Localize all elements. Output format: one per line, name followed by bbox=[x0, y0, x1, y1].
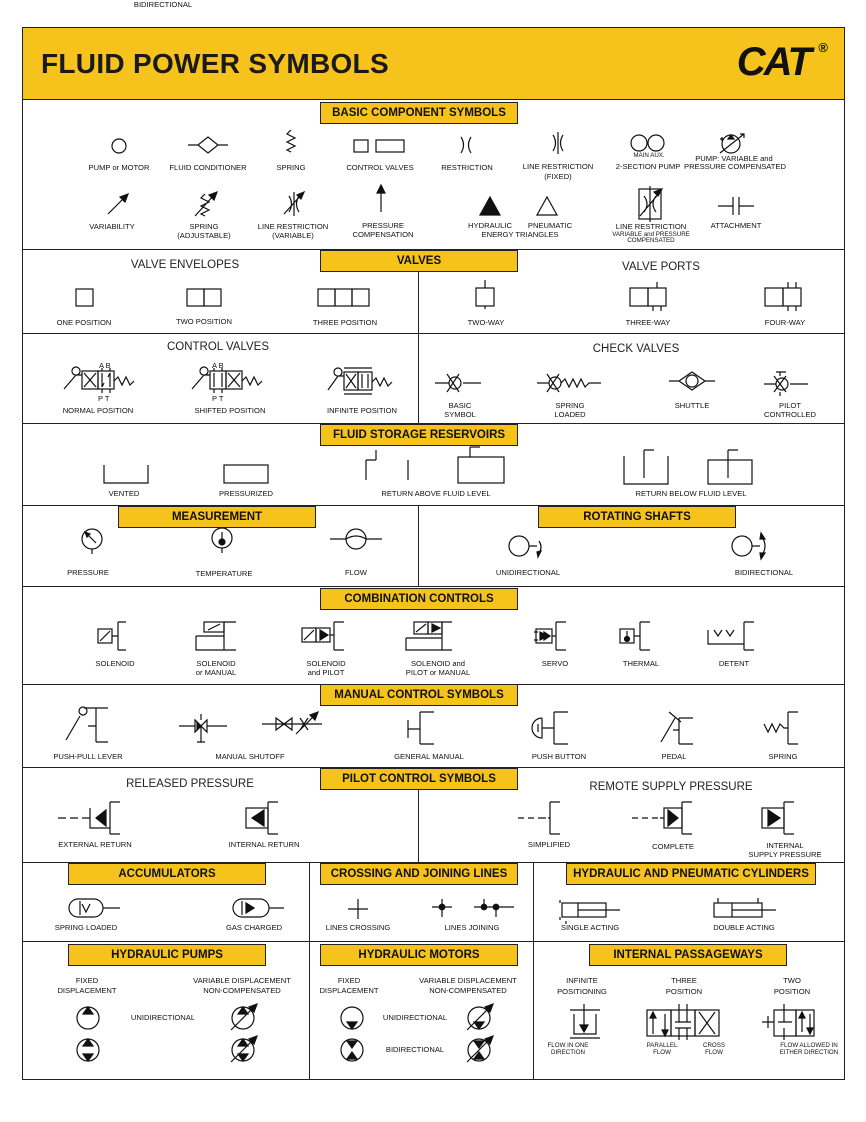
shuttle-valve-icon bbox=[667, 370, 717, 392]
label: PUMP or MOTOR bbox=[88, 163, 150, 172]
label: INFINITE POSITION bbox=[326, 406, 398, 415]
label: 2-SECTION PUMP bbox=[615, 162, 681, 171]
label: EITHER DIRECTION bbox=[779, 1049, 839, 1056]
control-valve-shifted-icon bbox=[190, 361, 268, 403]
accumulator-spring-icon bbox=[66, 897, 122, 919]
control-valves-icon bbox=[352, 138, 406, 154]
label: INFINITE bbox=[566, 976, 598, 985]
label: POSITIONING bbox=[557, 987, 607, 996]
reservoir-return-above-icon bbox=[362, 448, 412, 482]
label: or MANUAL bbox=[195, 668, 237, 677]
label: PRESSURIZED bbox=[218, 489, 273, 498]
label: CONTROL VALVES bbox=[346, 163, 414, 172]
label: THERMAL bbox=[622, 659, 660, 668]
label: MANUAL SHUTOFF bbox=[215, 752, 285, 761]
variability-arrow-icon bbox=[106, 192, 130, 216]
label: NON-COMPENSATED bbox=[203, 986, 281, 995]
divider bbox=[533, 862, 534, 1080]
subhead-control-valves: CONTROL VALVES bbox=[166, 341, 270, 353]
label: FLOW bbox=[345, 568, 367, 577]
pedal-icon bbox=[659, 708, 699, 746]
label: CONTROLLED bbox=[764, 410, 816, 419]
section-header-crossing: CROSSING AND JOINING LINES bbox=[320, 863, 518, 885]
label: COMPENSATED bbox=[627, 237, 675, 244]
label: and PILOT bbox=[307, 668, 345, 677]
label: LINES CROSSING bbox=[325, 923, 391, 932]
label: CROSS bbox=[702, 1042, 725, 1049]
lines-crossing-icon bbox=[346, 897, 370, 921]
label: POSITION bbox=[665, 987, 703, 996]
label: ATTACHMENT bbox=[710, 221, 762, 230]
divider bbox=[22, 586, 845, 587]
pump-fixed-bi-icon bbox=[74, 1036, 102, 1064]
solenoid-manual-icon bbox=[194, 620, 240, 654]
external-return-icon bbox=[56, 800, 122, 836]
label: SPRING bbox=[768, 752, 798, 761]
four-way-port-icon bbox=[763, 280, 807, 312]
two-position-passage-icon bbox=[760, 1004, 818, 1040]
label: TWO-WAY bbox=[467, 318, 505, 327]
section-header-pilot: PILOT CONTROL SYMBOLS bbox=[320, 768, 518, 790]
label: SPRING bbox=[555, 401, 585, 410]
label: THREE bbox=[671, 976, 697, 985]
label: SERVO bbox=[541, 659, 569, 668]
subhead-valve-envelopes: VALVE ENVELOPES bbox=[130, 259, 240, 271]
section-header-rotating: ROTATING SHAFTS bbox=[538, 506, 736, 528]
label: VARIABLE and PRESSURE bbox=[612, 231, 690, 238]
divider bbox=[22, 333, 845, 334]
reservoir-vented-icon bbox=[102, 463, 150, 485]
spring-icon bbox=[283, 128, 299, 154]
control-valve-infinite-icon bbox=[326, 366, 398, 396]
divider bbox=[22, 941, 845, 942]
restriction-icon bbox=[456, 135, 476, 155]
label: SIMPLIFIED bbox=[527, 840, 571, 849]
line-restriction-compensated-icon bbox=[636, 186, 666, 222]
label: SPRING bbox=[276, 163, 306, 172]
label: UNIDIRECTIONAL bbox=[382, 1013, 448, 1022]
label: DOUBLE ACTING bbox=[713, 923, 775, 932]
label: BASIC bbox=[448, 401, 472, 410]
pressure-compensation-arrow-icon bbox=[374, 184, 388, 214]
subhead-released-pressure: RELEASED PRESSURE bbox=[126, 778, 254, 790]
three-position-valve-icon bbox=[316, 287, 374, 309]
label: FIXED bbox=[337, 976, 361, 985]
label: PRESSURE bbox=[67, 568, 109, 577]
label: FLOW ALLOWED IN bbox=[780, 1042, 838, 1049]
divider bbox=[418, 272, 419, 333]
divider bbox=[418, 505, 419, 586]
label: SUPPLY PRESSURE bbox=[748, 850, 822, 859]
label: RETURN ABOVE FLUID LEVEL bbox=[381, 489, 491, 498]
solenoid-pilot-icon bbox=[300, 620, 348, 654]
motor-fixed-uni-icon bbox=[338, 1004, 366, 1032]
check-valve-pilot-icon bbox=[762, 370, 812, 396]
label: TWO bbox=[783, 976, 801, 985]
label: INTERNAL bbox=[766, 841, 804, 850]
push-pull-lever-icon bbox=[64, 704, 110, 744]
subhead-check-valves: CHECK VALVES bbox=[592, 343, 680, 355]
label: SHIFTED POSITION bbox=[194, 406, 266, 415]
shaft-unidirectional-icon bbox=[507, 533, 547, 561]
label: PARALLEL bbox=[646, 1042, 678, 1049]
label: EXTERNAL RETURN bbox=[58, 840, 132, 849]
pump-variable-bi-icon bbox=[228, 1034, 260, 1066]
label: SOLENOID bbox=[306, 659, 346, 668]
reservoir-return-below-pressurized-icon bbox=[706, 448, 756, 486]
single-acting-cylinder-icon bbox=[558, 895, 624, 925]
label: VARIABLE DISPLACEMENT bbox=[419, 976, 517, 985]
divider bbox=[309, 862, 310, 1080]
label: FOUR-WAY bbox=[764, 318, 806, 327]
label: THREE POSITION bbox=[312, 318, 378, 327]
cat-logo: CAT bbox=[736, 40, 810, 84]
solenoid-pilot-manual-icon bbox=[404, 620, 462, 654]
label: FLOW bbox=[705, 1049, 723, 1056]
section-header-reservoirs: FLUID STORAGE RESERVOIRS bbox=[320, 424, 518, 446]
spring-adjustable-icon bbox=[193, 190, 219, 218]
divider bbox=[418, 333, 419, 423]
label: SPRING bbox=[189, 222, 219, 231]
control-valve-normal-icon bbox=[62, 361, 140, 403]
section-header-valves: VALVES bbox=[320, 250, 518, 272]
check-valve-spring-icon bbox=[535, 372, 603, 394]
label: RETURN BELOW FLUID LEVEL bbox=[635, 489, 747, 498]
label: SOLENOID bbox=[95, 659, 135, 668]
svg-text:P T: P T bbox=[212, 394, 224, 403]
section-header-combination: COMBINATION CONTROLS bbox=[320, 588, 518, 610]
general-manual-icon bbox=[406, 710, 440, 746]
pump-variable-uni-icon bbox=[228, 1002, 260, 1034]
label: HYDRAULIC bbox=[468, 221, 512, 230]
label: DETENT bbox=[718, 659, 750, 668]
label: (VARIABLE) bbox=[272, 231, 314, 240]
svg-text:A B: A B bbox=[99, 361, 111, 370]
label: NORMAL POSITION bbox=[62, 406, 134, 415]
reservoir-return-below-icon bbox=[622, 448, 672, 486]
section-header-pumps: HYDRAULIC PUMPS bbox=[68, 944, 266, 966]
label: PILOT bbox=[779, 401, 801, 410]
one-position-valve-icon bbox=[74, 287, 96, 309]
push-button-icon bbox=[532, 710, 580, 746]
label: TWO POSITION bbox=[175, 317, 233, 326]
label: THREE-WAY bbox=[625, 318, 671, 327]
label: PUSH BUTTON bbox=[531, 752, 587, 761]
subhead-valve-ports: VALVE PORTS bbox=[622, 261, 700, 273]
section-header-manual: MANUAL CONTROL SYMBOLS bbox=[320, 684, 518, 706]
motor-variable-bi-icon bbox=[464, 1034, 496, 1066]
shaft-bidirectional-icon bbox=[730, 529, 772, 563]
label: COMPENSATION bbox=[352, 230, 414, 239]
label: LINE RESTRICTION bbox=[257, 222, 329, 231]
reservoir-return-above-pressurized-icon bbox=[456, 445, 508, 485]
hydraulic-triangle-icon bbox=[478, 195, 502, 217]
label: VARIABLE DISPLACEMENT bbox=[193, 976, 291, 985]
servo-icon bbox=[532, 620, 572, 654]
label: UNIDIRECTIONAL bbox=[130, 1013, 196, 1022]
label: COMPLETE bbox=[652, 842, 694, 851]
label: SYMBOL bbox=[444, 410, 476, 419]
section-header-cylinders: HYDRAULIC AND PNEUMATIC CYLINDERS bbox=[566, 863, 816, 885]
label: NON-COMPENSATED bbox=[429, 986, 507, 995]
label: BIDIRECTIONAL bbox=[385, 1045, 445, 1054]
label: VENTED bbox=[108, 489, 140, 498]
simplified-remote-icon bbox=[516, 800, 576, 836]
line-restriction-fixed-icon bbox=[548, 130, 568, 156]
svg-text:P T: P T bbox=[98, 394, 110, 403]
label: ONE POSITION bbox=[56, 318, 112, 327]
motor-fixed-bi-icon bbox=[338, 1036, 366, 1064]
label: SOLENOID bbox=[196, 659, 236, 668]
internal-supply-icon bbox=[760, 800, 806, 836]
three-position-passage-icon bbox=[645, 1004, 727, 1040]
subhead-remote-supply: REMOTE SUPPLY PRESSURE bbox=[589, 781, 753, 793]
thermal-icon bbox=[618, 620, 654, 654]
label: VARIABILITY bbox=[89, 222, 135, 231]
temperature-gauge-icon bbox=[208, 526, 236, 554]
label: LOADED bbox=[554, 410, 586, 419]
registered-mark: ® bbox=[818, 40, 828, 55]
label: SOLENOID and bbox=[410, 659, 466, 668]
complete-remote-icon bbox=[630, 800, 700, 836]
solenoid-control-icon bbox=[96, 620, 130, 654]
label: UNIDIRECTIONAL bbox=[495, 568, 561, 577]
internal-return-icon bbox=[244, 800, 288, 836]
label: RESTRICTION bbox=[441, 163, 493, 172]
label: BIDIRECTIONAL bbox=[734, 568, 794, 577]
manual-shutoff-valve-icon bbox=[177, 712, 239, 746]
pneumatic-triangle-icon bbox=[535, 195, 559, 217]
label: LINE RESTRICTION bbox=[615, 222, 687, 231]
label: DISPLACEMENT bbox=[57, 986, 117, 995]
pump-motor-icon bbox=[108, 137, 130, 155]
page-title: FLUID POWER SYMBOLS bbox=[41, 48, 389, 79]
label: FLOW bbox=[653, 1049, 671, 1056]
variable-shutoff-valve-icon bbox=[260, 708, 326, 738]
label: BIDIRECTIONAL bbox=[133, 0, 193, 9]
label: (FIXED) bbox=[544, 172, 572, 181]
label: SHUTTLE bbox=[674, 401, 710, 410]
accumulator-gas-icon bbox=[230, 897, 286, 919]
pump-variable-compensated-icon bbox=[716, 131, 750, 155]
divider bbox=[418, 790, 419, 862]
svg-text:A B: A B bbox=[212, 361, 224, 370]
section-header-passageways: INTERNAL PASSAGEWAYS bbox=[589, 944, 787, 966]
label: FLUID CONDITIONER bbox=[169, 163, 247, 172]
spring-control-icon bbox=[762, 710, 802, 746]
label: (ADJUSTABLE) bbox=[177, 231, 231, 240]
section-header-basic: BASIC COMPONENT SYMBOLS bbox=[320, 102, 518, 124]
two-position-valve-icon bbox=[185, 287, 225, 309]
label: PRESSURE bbox=[362, 221, 404, 230]
fluid-conditioner-icon bbox=[186, 135, 230, 155]
label: DIRECTION bbox=[550, 1049, 586, 1056]
label: POSITION bbox=[773, 987, 811, 996]
detent-icon bbox=[706, 620, 758, 654]
lines-joining-icon bbox=[430, 897, 516, 921]
label: SINGLE ACTING bbox=[560, 923, 620, 932]
three-way-port-icon bbox=[628, 280, 672, 312]
label: PRESSURE COMPENSATED bbox=[684, 162, 786, 171]
label: INTERNAL RETURN bbox=[228, 840, 300, 849]
flow-meter-icon bbox=[328, 527, 384, 551]
section-header-motors: HYDRAULIC MOTORS bbox=[320, 944, 518, 966]
two-section-pump-icon bbox=[629, 133, 667, 153]
pressure-gauge-icon bbox=[78, 527, 106, 555]
label: PUSH-PULL LEVER bbox=[53, 752, 123, 761]
line-restriction-variable-icon bbox=[282, 190, 306, 218]
label: PNEUMATIC bbox=[527, 221, 573, 230]
label: PILOT or MANUAL bbox=[405, 668, 471, 677]
motor-variable-uni-icon bbox=[464, 1002, 496, 1034]
double-acting-cylinder-icon bbox=[710, 895, 780, 925]
section-header-accumulators: ACCUMULATORS bbox=[68, 863, 266, 885]
reservoir-pressurized-icon bbox=[222, 463, 270, 485]
label: PUMP: VARIABLE and bbox=[695, 154, 773, 163]
label: GENERAL MANUAL bbox=[394, 752, 464, 761]
label: LINE RESTRICTION bbox=[522, 162, 594, 171]
label: FLOW IN ONE bbox=[547, 1042, 589, 1049]
pump-fixed-uni-icon bbox=[74, 1004, 102, 1032]
attachment-icon bbox=[716, 195, 756, 217]
infinite-positioning-icon bbox=[568, 1004, 602, 1044]
label: PEDAL bbox=[661, 752, 687, 761]
label: ENERGY TRIANGLES bbox=[481, 230, 559, 239]
label: DISPLACEMENT bbox=[319, 986, 379, 995]
label: FIXED bbox=[75, 976, 99, 985]
section-header-measurement: MEASUREMENT bbox=[118, 506, 316, 528]
label: SPRING LOADED bbox=[54, 923, 118, 932]
label: GAS CHARGED bbox=[225, 923, 283, 932]
check-valve-basic-icon bbox=[433, 372, 483, 394]
two-way-port-icon bbox=[474, 278, 498, 310]
label: MAIN AUX. bbox=[633, 152, 665, 159]
label: LINES JOINING bbox=[444, 923, 500, 932]
label: TEMPERATURE bbox=[195, 569, 253, 578]
